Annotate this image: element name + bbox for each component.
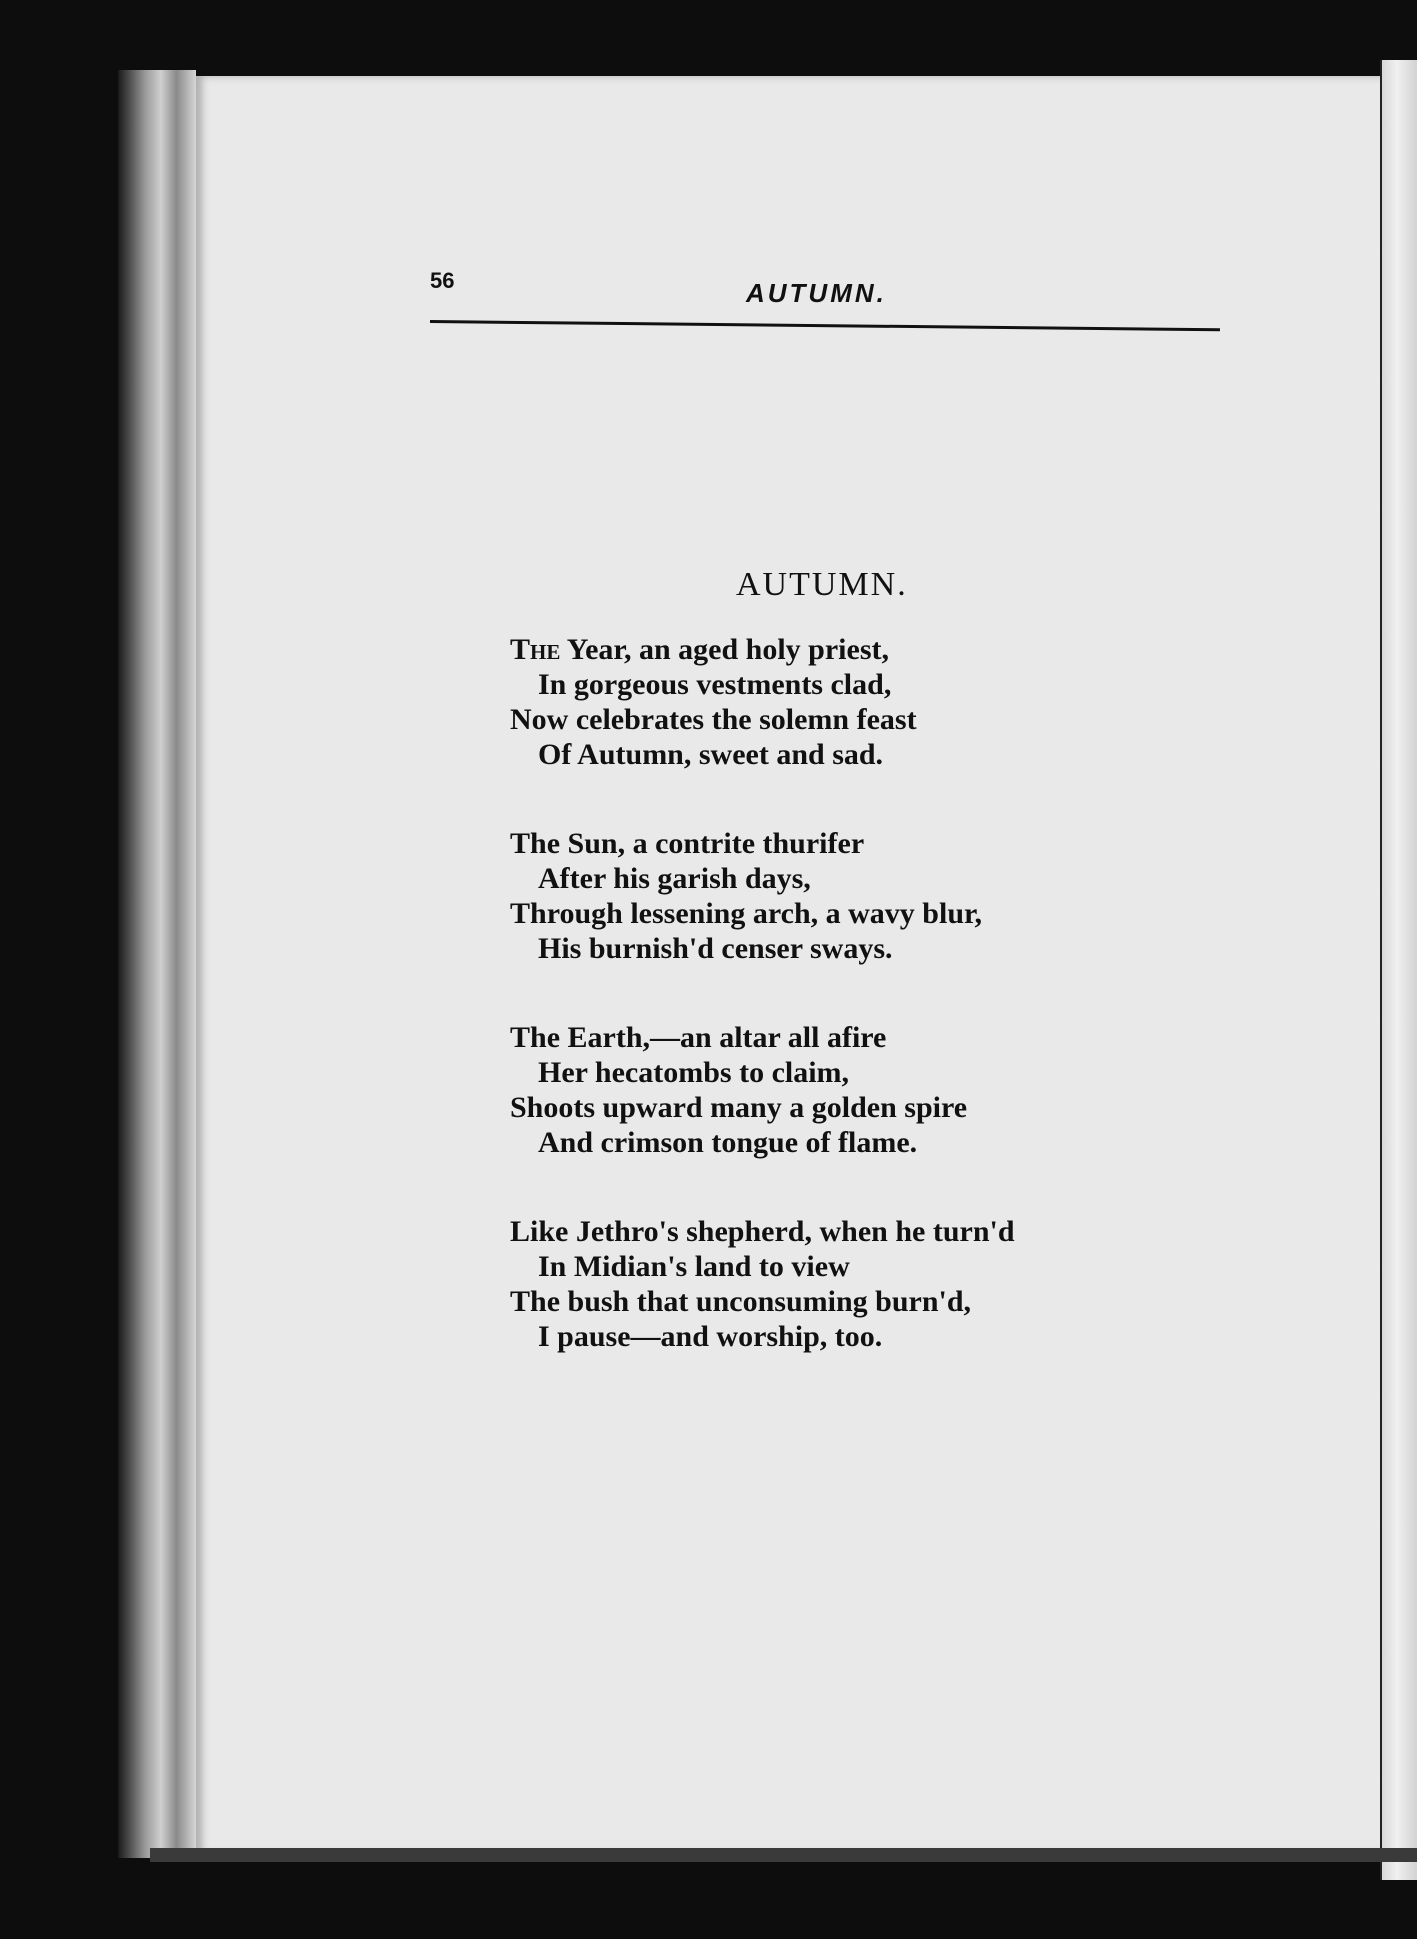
poem-line: Of Autumn, sweet and sad. (538, 738, 884, 771)
stanza-2 (510, 826, 1130, 966)
page-number: 56 (430, 268, 455, 293)
poem-line: His burnish'd censer sways. (538, 932, 893, 965)
poem-title: AUTUMN. (736, 566, 908, 603)
line-text: Year, an aged holy priest, (560, 633, 889, 666)
poem-line: Shoots upward many a golden spire (510, 1091, 968, 1124)
poem-line: The Sun, a contrite thurifer (510, 827, 865, 860)
poem-line: Through lessening arch, a wavy blur, (510, 897, 983, 930)
page-header (430, 262, 1220, 312)
facing-page-edge (1380, 60, 1417, 1880)
poem-line (510, 632, 1130, 667)
poem-line: The bush that unconsuming burn'd, (510, 1285, 972, 1318)
poem-line: In gorgeous vestments clad, (538, 668, 892, 701)
poem-body (510, 632, 1130, 1408)
poem-line: I pause—and worship, too. (538, 1320, 883, 1353)
poem-line: In Midian's land to view (538, 1250, 850, 1283)
poem-line: After his garish days, (538, 862, 811, 895)
stanza-3 (510, 1020, 1130, 1160)
poem-line: Her hecatombs to claim, (538, 1056, 850, 1089)
book-spine (118, 70, 196, 1858)
opening-word: The (510, 633, 561, 666)
poem-line: Now celebrates the solemn feast (510, 703, 917, 736)
stanza-1 (510, 632, 1130, 772)
running-head: AUTUMN. (746, 278, 887, 308)
poem-line: The Earth,—an altar all afire (510, 1021, 887, 1054)
poem-line: Like Jethro's shepherd, when he turn'd (510, 1215, 1015, 1248)
stanza-4 (510, 1214, 1130, 1354)
page-bottom-edge (150, 1848, 1417, 1862)
poem-line: And crimson tongue of flame. (538, 1126, 918, 1159)
